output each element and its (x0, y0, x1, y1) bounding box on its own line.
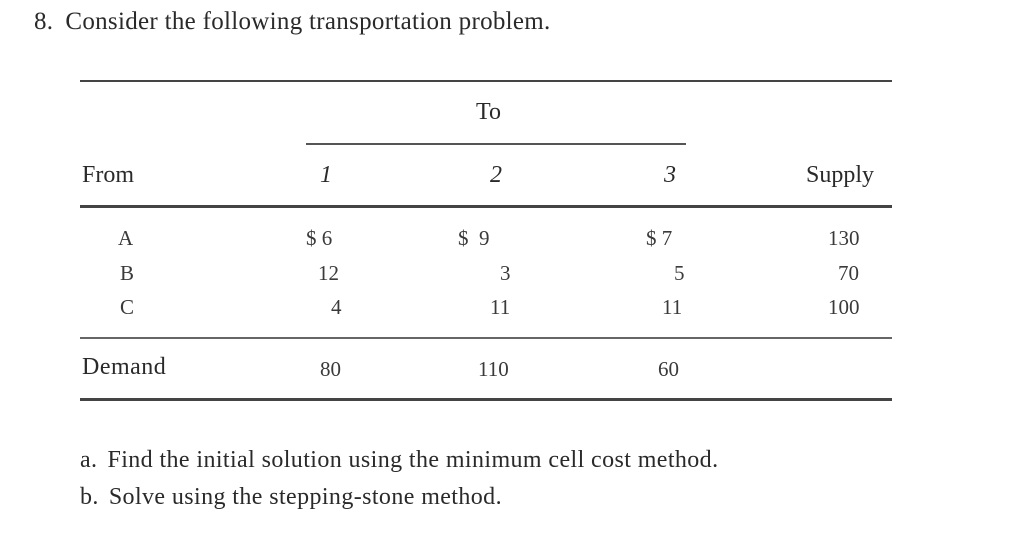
table-top-rule (80, 80, 892, 82)
part-a-text: Find the initial solution using the minimum cell cost method. (107, 447, 719, 473)
cost-a-3: $ 7 (646, 226, 673, 250)
cost-c-1: 4 (331, 295, 342, 319)
row-label-b: B (120, 261, 135, 285)
demand-label: Demand (82, 354, 167, 380)
cost-b-2: 3 (500, 261, 511, 285)
part-b (80, 484, 502, 511)
to-underline-rule (306, 143, 686, 145)
supply-header: Supply (806, 162, 875, 188)
problem-title (34, 8, 551, 36)
problem-number: 8. (34, 8, 54, 35)
row-label-a: A (118, 226, 134, 250)
cost-b-3: 5 (674, 261, 685, 285)
cost-b-1: 12 (318, 261, 339, 285)
from-header: From (82, 162, 135, 188)
part-a (80, 447, 718, 474)
cost-c-2: 11 (490, 295, 511, 319)
header-rule (80, 205, 892, 208)
demand-1: 80 (320, 357, 341, 381)
to-header: To (476, 99, 501, 125)
part-b-letter: b. (80, 484, 99, 510)
part-b-text: Solve using the stepping-stone method. (108, 484, 502, 510)
table-bottom-rule (80, 398, 892, 401)
demand-rule (80, 337, 892, 339)
row-label-c: C (120, 295, 135, 319)
column-header-2: 2 (490, 162, 502, 188)
column-header-1: 1 (320, 162, 332, 188)
problem-statement: Consider the following transportation problem. (65, 8, 551, 35)
demand-2: 110 (478, 357, 509, 381)
column-header-3: 3 (664, 162, 676, 188)
part-a-letter: a. (80, 447, 98, 473)
demand-3: 60 (658, 357, 679, 381)
cost-c-3: 11 (662, 295, 683, 319)
supply-c: 100 (828, 295, 860, 319)
supply-b: 70 (838, 261, 859, 285)
supply-a: 130 (828, 226, 860, 250)
cost-a-1: $ 6 (306, 226, 333, 250)
cost-a-2: $ 9 (458, 226, 490, 250)
